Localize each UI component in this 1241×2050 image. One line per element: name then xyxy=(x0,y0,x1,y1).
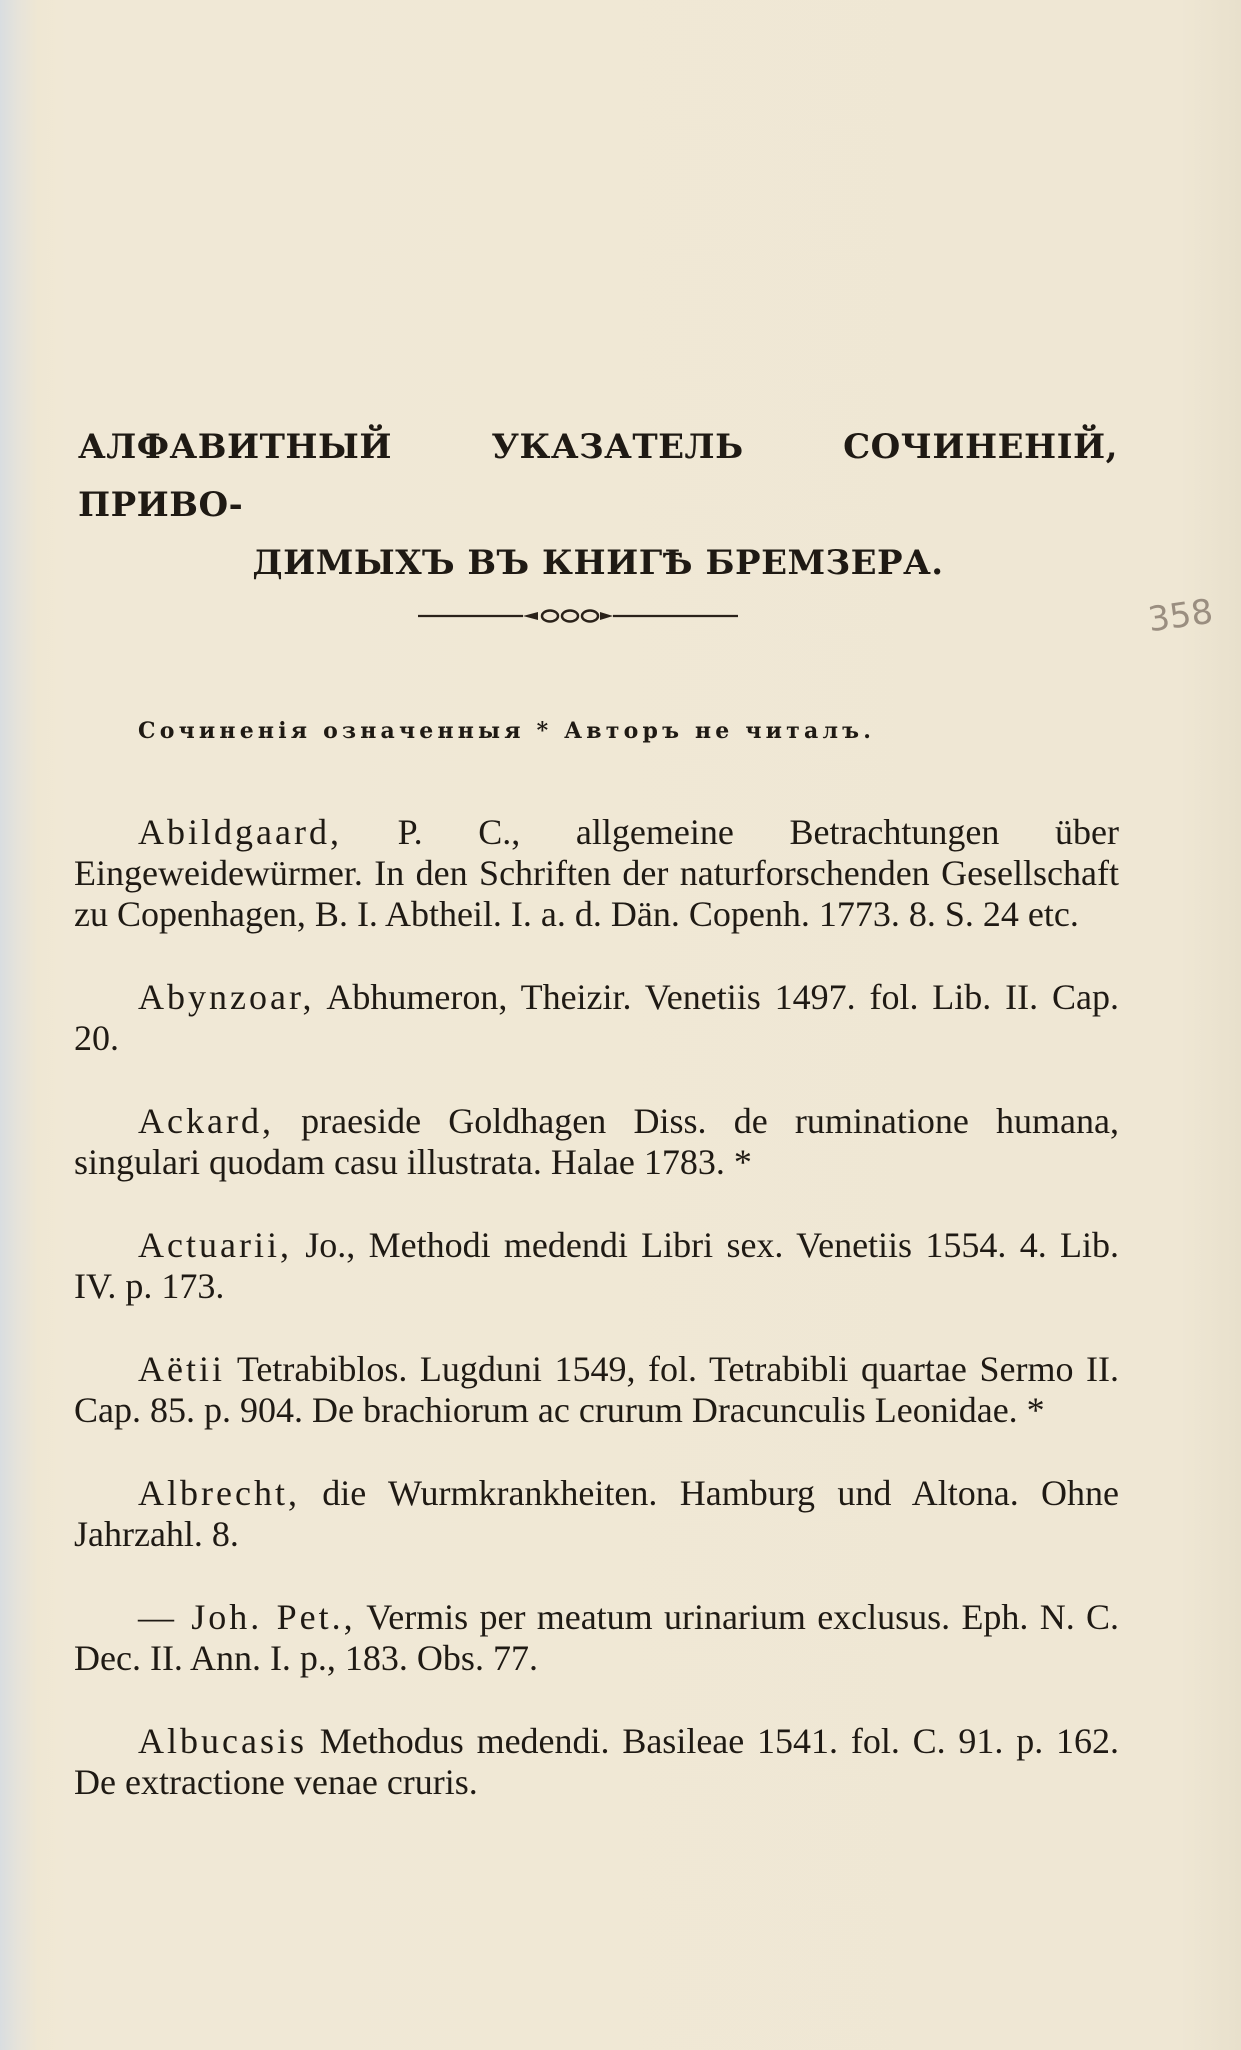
entry-text: die Wurmkrankheiten. Hamburg und Altona. Ohne Jahrzahl. 8. xyxy=(74,1473,1119,1554)
entry-author: — Joh. Pet., xyxy=(138,1597,356,1637)
entry-author: Albrecht, xyxy=(138,1473,300,1513)
entry-text: Jo., Methodi medendi Libri sex. Venetiis 1554. 4. Lib. IV. p. 173. xyxy=(74,1225,1119,1306)
entry-text: Tetrabiblos. Lugduni 1549, fol. Tetrabibli quartae Sermo II. Cap. 85. p. 904. De brachiorum ac crurum Dracunculis Leonidae. * xyxy=(74,1349,1119,1430)
bibliography-entry xyxy=(74,1225,1119,1307)
title-line-2: ДИМЫХЪ ВЪ КНИГѢ БРЕМЗЕРА. xyxy=(252,543,944,583)
bibliography-entry xyxy=(74,1101,1119,1183)
bibliography-entry xyxy=(74,977,1119,1059)
entry-text: Methodus medendi. Basileae 1541. fol. C. 91. p. 162. De extractione venae cruris. xyxy=(74,1721,1119,1802)
pencil-margin-note: 358 xyxy=(1145,591,1216,641)
legend-note: Сочиненія означенныя * Авторъ не читалъ. xyxy=(138,718,876,744)
entry-author: Ackard, xyxy=(138,1101,274,1141)
entry-author: Aëtii xyxy=(138,1349,225,1389)
bibliography-entry xyxy=(74,1721,1119,1803)
entry-author: Actuarii, xyxy=(138,1225,292,1265)
page-title xyxy=(78,418,1118,592)
reverse-side-show-through xyxy=(80,110,1110,278)
entry-text: P. C., allgemeine Betrachtungen über Eingeweidewürmer. In den Schriften der naturforschenden Gesellschaft zu Copenhagen, B. I. Abtheil. I. a. d. Dän. Copenh. 1773. 8. S. 24 etc. xyxy=(74,812,1119,934)
bibliography-list xyxy=(74,812,1119,1845)
entry-author: Albucasis xyxy=(138,1721,307,1761)
title-line-1: АЛФАВИТНЫЙ УКАЗАТЕЛЬ СОЧИНЕНІЙ, ПРИВО- xyxy=(78,427,1118,525)
entry-author: Abildgaard, xyxy=(138,812,342,852)
entry-author: Abynzoar, xyxy=(138,977,315,1017)
entry-text: praeside Goldhagen Diss. de ruminatione humana, singulari quodam casu illustrata. Halae 1783. * xyxy=(74,1101,1119,1182)
bibliography-entry xyxy=(74,812,1119,935)
ornament-divider xyxy=(418,606,738,626)
entry-text: Vermis per meatum urinarium exclusus. Eph. N. C. Dec. II. Ann. I. p., 183. Obs. 77. xyxy=(74,1597,1119,1678)
bibliography-entry xyxy=(74,1597,1119,1679)
bibliography-entry xyxy=(74,1473,1119,1555)
bibliography-entry xyxy=(74,1349,1119,1431)
entry-text: Abhumeron, Theizir. Venetiis 1497. fol. Lib. II. Cap. 20. xyxy=(74,977,1119,1058)
